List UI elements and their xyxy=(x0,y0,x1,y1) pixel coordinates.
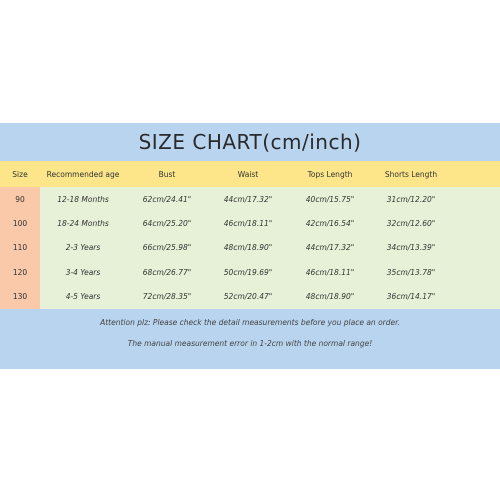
cell-waist: 50cm/19.69" xyxy=(223,267,273,277)
cell-size: 120 xyxy=(12,267,28,277)
cell-bust: 66cm/25.98" xyxy=(142,243,192,253)
notes-footer xyxy=(0,309,500,369)
table-row xyxy=(0,211,500,235)
cell-waist: 44cm/17.32" xyxy=(223,194,273,204)
cell-tops-length: 44cm/17.32" xyxy=(305,243,355,253)
measurement-error-note: The manual measurement error in 1-2cm with the normal range! xyxy=(127,339,373,348)
cell-bust: 72cm/28.35" xyxy=(142,292,192,302)
table-body xyxy=(0,187,500,309)
header-waist: Waist xyxy=(237,169,259,179)
cell-size: 90 xyxy=(15,194,25,204)
cell-waist: 48cm/18.90" xyxy=(223,243,273,253)
header-bust: Bust xyxy=(158,169,176,179)
header-tops-length: Tops Length xyxy=(307,169,353,179)
cell-tops-length: 46cm/18.11" xyxy=(305,267,355,277)
header-size: Size xyxy=(12,169,28,179)
cell-size: 100 xyxy=(12,219,28,229)
cell-bust: 68cm/26.77" xyxy=(142,267,192,277)
cell-shorts-length: 34cm/13.39" xyxy=(386,243,436,253)
cell-bust: 62cm/24.41" xyxy=(142,194,192,204)
cell-age: 12-18 Months xyxy=(57,194,109,204)
cell-age: 3-4 Years xyxy=(65,267,101,277)
cell-size: 130 xyxy=(12,292,28,302)
header-row xyxy=(0,161,500,187)
table-row xyxy=(0,236,500,260)
size-chart xyxy=(0,123,500,369)
cell-waist: 46cm/18.11" xyxy=(223,219,273,229)
cell-size: 110 xyxy=(12,243,28,253)
cell-tops-length: 40cm/15.75" xyxy=(305,194,355,204)
table-row xyxy=(0,187,500,211)
cell-tops-length: 48cm/18.90" xyxy=(305,292,355,302)
cell-shorts-length: 35cm/13.78" xyxy=(386,267,436,277)
cell-age: 2-3 Years xyxy=(65,243,101,253)
cell-waist: 52cm/20.47" xyxy=(223,292,273,302)
chart-title: SIZE CHART(cm/inch) xyxy=(138,130,362,154)
table-row xyxy=(0,285,500,309)
cell-age: 4-5 Years xyxy=(65,292,101,302)
cell-tops-length: 42cm/16.54" xyxy=(305,219,355,229)
cell-shorts-length: 36cm/14.17" xyxy=(386,292,436,302)
cell-age: 18-24 Months xyxy=(57,219,109,229)
table-row xyxy=(0,260,500,284)
cell-shorts-length: 31cm/12.20" xyxy=(386,194,436,204)
attention-note: Attention plz: Please check the detail measurements before you place an order. xyxy=(100,318,400,327)
cell-bust: 64cm/25.20" xyxy=(142,219,192,229)
title-bar xyxy=(0,123,500,161)
cell-shorts-length: 32cm/12.60" xyxy=(386,219,436,229)
header-recommended-age: Recommended age xyxy=(46,169,120,179)
header-shorts-length: Shorts Length xyxy=(384,169,438,179)
